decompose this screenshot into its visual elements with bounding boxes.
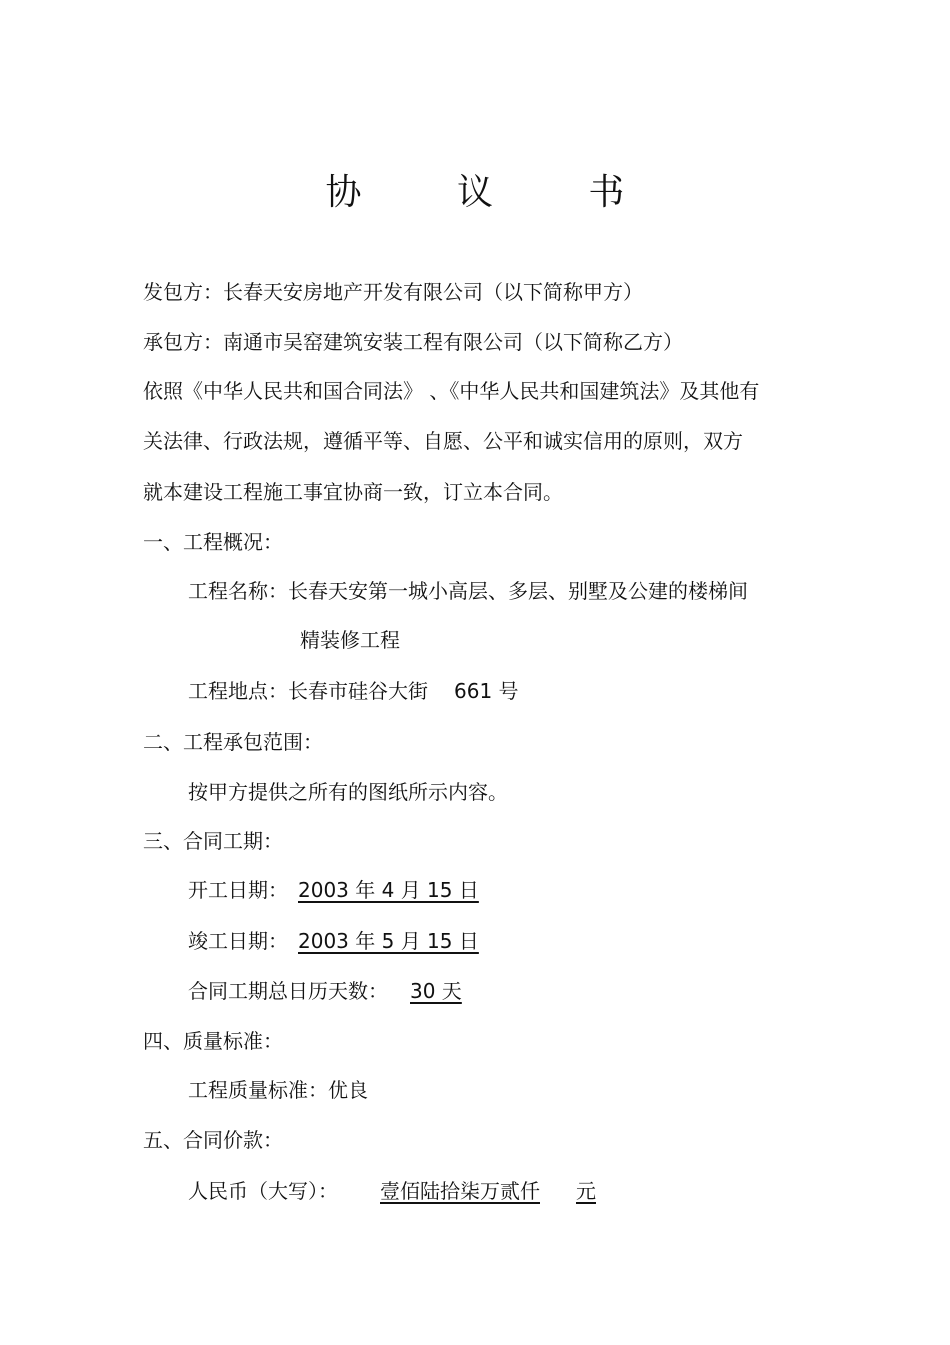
preamble-line-3: 就本建设工程施工事宜协商一致，订立本合同。	[143, 480, 563, 504]
contract-price-row	[188, 1177, 608, 1205]
total-days-row	[188, 977, 462, 1005]
section-2-heading: 二、工程承包范围：	[143, 730, 323, 754]
project-site-value: 长春市硅谷大街	[288, 679, 428, 703]
contract-price-field	[348, 1179, 608, 1203]
start-date-value: 2003 年 4 月 15 日	[298, 878, 479, 902]
total-days-value: 30 天	[410, 979, 462, 1003]
start-date-row	[188, 876, 479, 904]
start-date-label: 开工日期：	[188, 878, 288, 902]
project-site-row	[188, 677, 519, 705]
contract-price-unit: 元	[576, 1179, 596, 1203]
project-site-label: 工程地点：	[188, 679, 288, 703]
section-3-heading: 三、合同工期：	[143, 829, 283, 853]
party-b: 承包方：南通市吴窑建筑安装工程有限公司（以下简称乙方）	[143, 330, 683, 354]
section-1-heading: 一、工程概况：	[143, 530, 283, 554]
project-name-row	[188, 577, 748, 605]
contract-price-label: 人民币（大写）：	[188, 1179, 338, 1203]
document-title: 协 议 书	[325, 172, 667, 213]
scope-content: 按甲方提供之所有的图纸所示内容。	[188, 780, 508, 804]
preamble-line-1: 依照《中华人民共和国合同法》 、《中华人民共和国建筑法》及其他有	[143, 379, 760, 403]
project-name-label: 工程名称：	[188, 579, 288, 603]
section-5-heading: 五、合同价款：	[143, 1128, 283, 1152]
end-date-label: 竣工日期：	[188, 929, 288, 953]
project-name-value: 长春天安第一城小高层、多层、别墅及公建的楼梯间	[288, 579, 748, 603]
end-date-value: 2003 年 5 月 15 日	[298, 929, 479, 953]
end-date-row	[188, 927, 479, 955]
preamble-line-2: 关法律、行政法规，遵循平等、自愿、公平和诚实信用的原则，双方	[143, 429, 743, 453]
section-4-heading: 四、质量标准：	[143, 1029, 283, 1053]
contract-price-value: 壹佰陆拾柒万贰仟	[380, 1179, 540, 1203]
total-days-label: 合同工期总日历天数：	[188, 979, 388, 1003]
project-site-number: 661 号	[454, 679, 519, 703]
quality-standard: 工程质量标准：优良	[188, 1078, 368, 1102]
party-a: 发包方：长春天安房地产开发有限公司（以下简称甲方）	[143, 280, 643, 304]
project-name-value-cont: 精装修工程	[300, 628, 400, 652]
